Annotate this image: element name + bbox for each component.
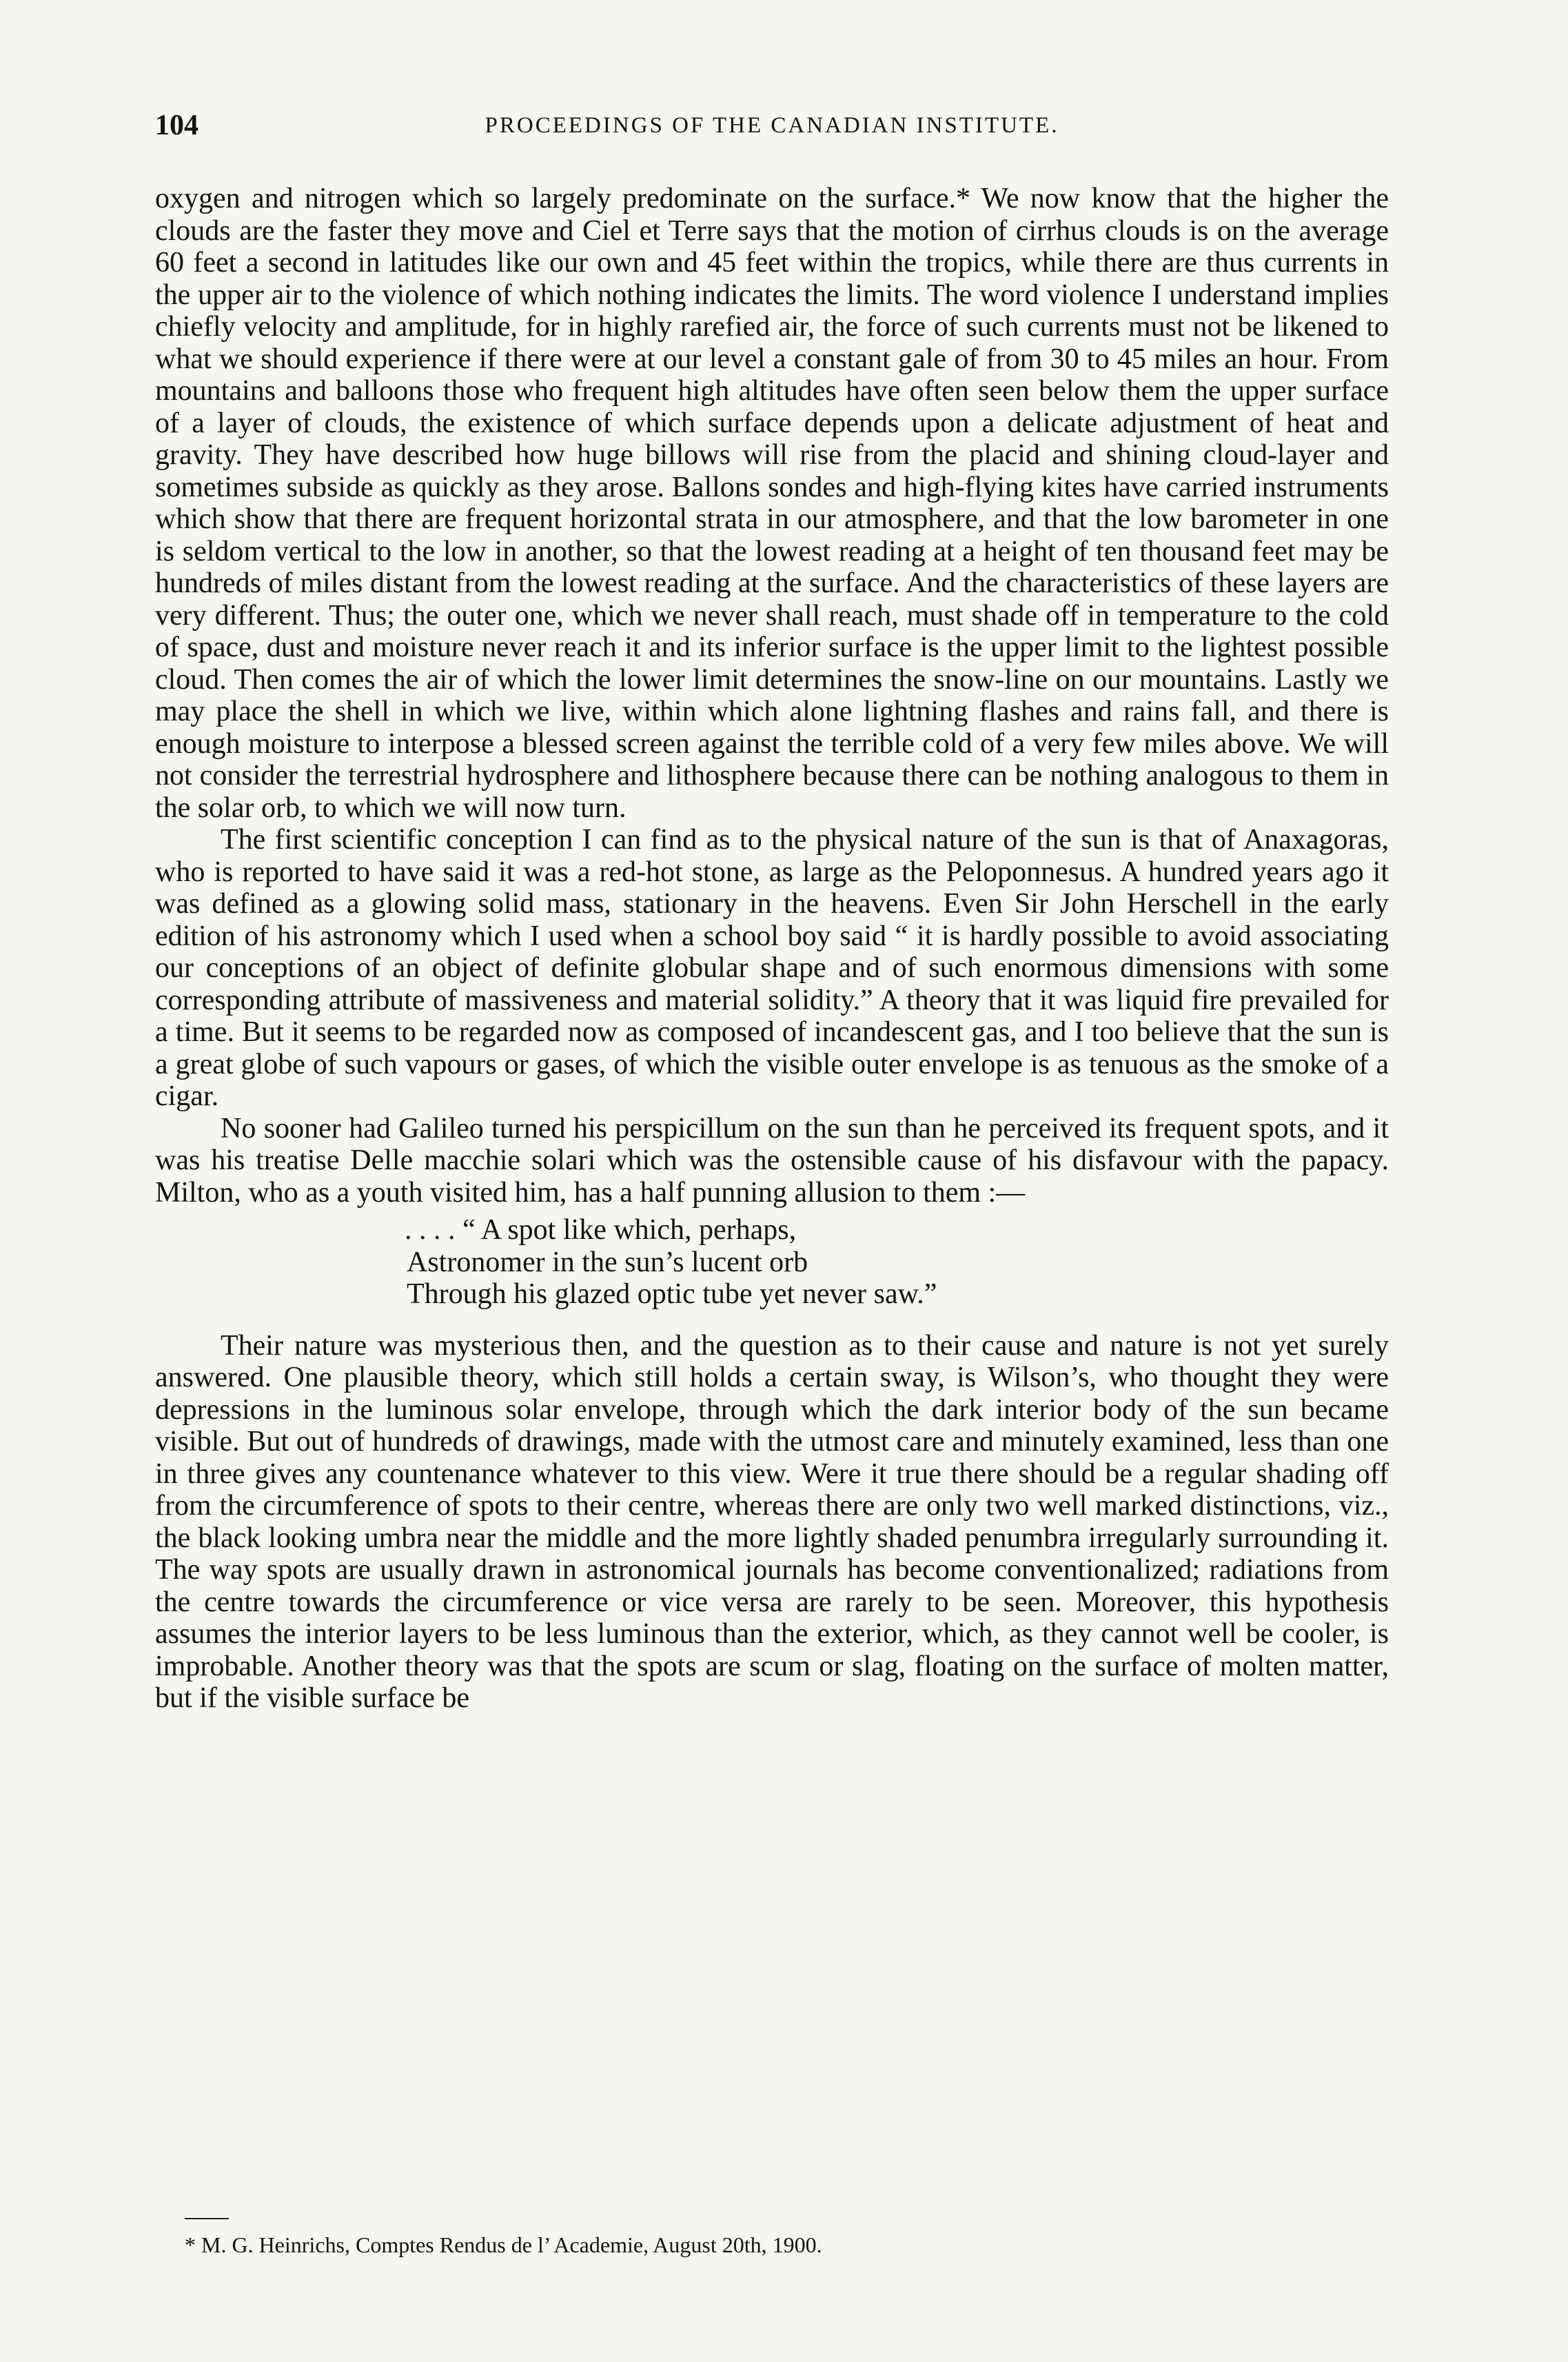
footnote: * M. G. Heinrichs, Comptes Rendus de l’ Academie, August 20th, 1900.: [185, 2232, 822, 2257]
poem-line: Astronomer in the sun’s lucent orb: [407, 1246, 808, 1278]
body-text: [155, 183, 1389, 1715]
footnote-divider: [185, 2218, 229, 2219]
milton-quotation: [155, 1214, 1389, 1311]
poem-line: Through his glazed optic tube yet never saw.”: [407, 1278, 937, 1310]
poem-line: . . . . “ A spot like which, perhaps,: [405, 1214, 797, 1246]
paragraph-atmosphere: oxygen and nitrogen which so largely predominate on the surface.* We now know that the higher the clouds are the faster they move and Ciel et Terre says that the motion of cirrhus clouds is on the average 60 feet a second in latitudes like our own and 45 feet within the tropics, while there are thus currents in the upper air to the violence of which nothing indicates the limits. The word violence I understand implies chiefly velocity and amplitude, for in highly rarefied air, the force of such currents must not be likened to what we should experience if there were at our level a constant gale of from 30 to 45 miles an hour. From mountains and balloons those who frequent high altitudes have often seen below them the upper surface of a layer of clouds, the existence of which surface depends upon a delicate adjustment of heat and gravity. They have described how huge billows will rise from the placid and shining cloud-layer and sometimes subside as quickly as they arose. Ballons sondes and high-flying kites have carried instruments which show that there are frequent horizontal strata in our atmosphere, and that the low barometer in one is seldom vertical to the low in another, so that the lowest reading at a height of ten thousand feet may be hundreds of miles distant from the lowest reading at the surface. And the characteristics of these layers are very different. Thus; the outer one, which we never shall reach, must shade off in temperature to the cold of space, dust and moisture never reach it and its inferior surface is the upper limit to the lightest possible cloud. Then comes the air of which the lower limit determines the snow-line on our mountains. Lastly we may place the shell in which we live, within which alone lightning flashes and rains fall, and there is enough moisture to interpose a blessed screen against the terrible cold of a very few miles above. We will not consider the terrestrial hydrosphere and lithosphere because there can be nothing analogous to them in the solar orb, to which we will now turn.: [155, 183, 1389, 824]
paragraph-sunspots: Their nature was mysterious then, and the question as to their cause and nature is not yet surely answered. One plausible theory, which still holds a certain sway, is Wilson’s, who thought they were depressions in the luminous solar envelope, through which the dark interior body of the sun became visible. But out of hundreds of drawings, made with the utmost care and minutely examined, less than one in three gives any countenance whatever to this view. Were it true there should be a regular shading off from the circumference of spots to their centre, whereas there are only two well marked distinctions, viz., the black looking umbra near the middle and the more lightly shaded penumbra irregularly surrounding it. The way spots are usually drawn in astronomical journals has become conventionalized; radiations from the centre towards the circumference or vice versa are rarely to be seen. Moreover, this hypothesis assumes the interior layers to be less luminous than the exterior, which, as they cannot well be cooler, is improbable. Another theory was that the spots are scum or slag, floating on the surface of molten matter, but if the visible surface be: [155, 1329, 1389, 1714]
paragraph-sun-nature: The first scientific conception I can find as to the physical nature of the sun is that of Anaxagoras, who is reported to have said it was a red-hot stone, as large as the Peloponnesus. A hundred years ago it was defined as a glowing solid mass, stationary in the heavens. Even Sir John Herschell in the early edition of his astronomy which I used when a school boy said “ it is hardly possible to avoid associating our conceptions of an object of definite globular shape and of such enormous dimensions with some corresponding attribute of massiveness and material solidity.” A theory that it was liquid fire prevailed for a time. But it seems to be regarded now as composed of incandescent gas, and I too believe that the sun is a great globe of such vapours or gases, of which the visible outer envelope is as tenuous as the smoke of a cigar.: [155, 824, 1389, 1112]
journal-title: PROCEEDINGS OF THE CANADIAN INSTITUTE.: [485, 113, 1059, 138]
page-number: 104: [155, 110, 198, 141]
running-head: [155, 109, 1389, 150]
paragraph-galileo: No sooner had Galileo turned his perspicillum on the sun than he perceived its frequent spots, and it was his treatise Delle macchie solari which was the ostensible cause of his disfavour with the papacy. Milton, who as a youth visited him, has a half punning allusion to them :—: [155, 1112, 1389, 1209]
